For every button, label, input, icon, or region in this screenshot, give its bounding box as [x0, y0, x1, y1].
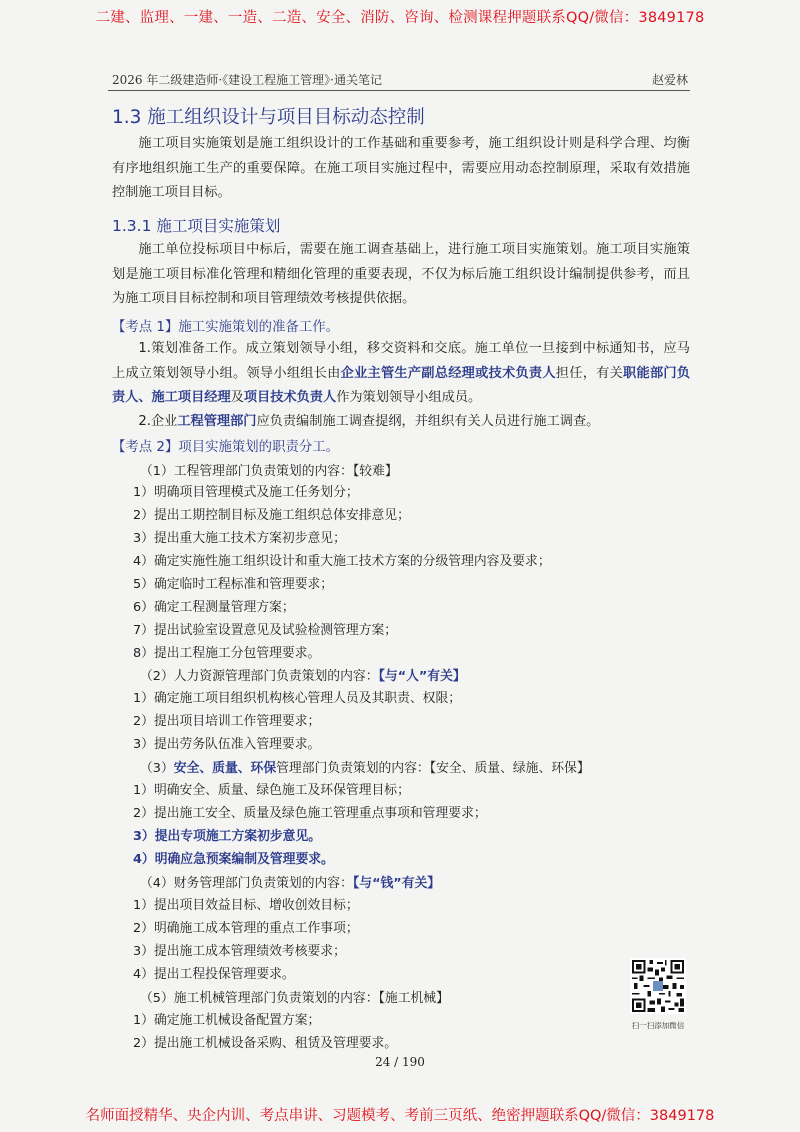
group-3-heading-prefix: （3）	[140, 761, 174, 776]
list-item-highlighted: 3）提出专项施工方案初步意见。	[133, 829, 322, 844]
top-promo-banner: 二建、监理、一建、一造、二造、安全、消防、咨询、检测课程押题联系QQ/微信：3849178	[95, 10, 705, 26]
list-item: 3）提出劳务队伍准入管理要求。	[133, 737, 321, 752]
kp1-p1-text-a: 1.策划准备工作。成立策划领导小组，移交资料和交底。施工单位一旦接到中标通知书，应马上成立策划领导小组。领导小组组长由	[112, 341, 690, 381]
list-item: 1）确定施工项目组织机构核心管理人员及其职责、权限；	[133, 691, 462, 706]
group-1-heading-text: （1）工程管理部门负责策划的内容：	[140, 464, 353, 479]
group-1-tag: 【较难】	[352, 464, 398, 479]
group-2-heading	[140, 665, 466, 684]
section-intro: 施工项目实施策划是施工组织设计的工作基础和重要参考，施工组织设计则是科学合理、均衡有序地组织施工生产的重要保障。在施工项目实施过程中，需要应用动态控制原理，采取有效措施控制施工项目目标。	[112, 136, 690, 201]
list-item: 2）提出项目培训工作管理要求；	[133, 714, 321, 729]
list-item: 2）提出施工机械设备采购、租赁及管理要求。	[133, 1036, 398, 1051]
key-point-1-para-1	[112, 337, 690, 411]
kp1-p1-text-d: 及	[230, 390, 244, 406]
kp1-p2-text-a: 2.企业	[138, 414, 178, 429]
bottom-promo-banner: 名师面授精华、央企内训、考点串讲、习题模考、考前三页纸、绝密押题联系QQ/微信：3849178	[85, 1108, 715, 1124]
list-item: 4）提出工程投保管理要求。	[133, 967, 295, 982]
kp1-p1-highlight-3: 项目技术负责人	[243, 390, 337, 406]
kp1-p1-text-e: 作为策划领导小组成员。	[336, 390, 482, 406]
list-item: 5）确定临时工程标准和管理要求；	[133, 577, 334, 592]
wechat-qr-code[interactable]	[630, 958, 686, 1014]
list-item: 3）提出施工成本管理绩效考核要求；	[133, 944, 346, 959]
running-header-author: 赵爱林	[651, 73, 688, 87]
list-item: 1）明确安全、质量、绿色施工及环保管理目标；	[133, 783, 410, 798]
group-5-heading-text: （5）施工机械管理部门负责策划的内容：	[140, 991, 379, 1006]
list-item: 1）提出项目效益目标、增收创效目标；	[133, 898, 359, 913]
list-item: 1）确定施工机械设备配置方案；	[133, 1013, 321, 1028]
list-item: 6）确定工程测量管理方案；	[133, 600, 295, 615]
group-4-heading-text: （4）财务管理部门负责策划的内容：	[140, 876, 353, 891]
list-item: 2）提出工期控制目标及施工组织总体安排意见；	[133, 508, 410, 523]
list-item: 2）提出施工安全、质量及绿色施工管理重点事项和管理要求；	[133, 806, 487, 821]
kp1-p2-highlight: 工程管理部门	[177, 414, 257, 429]
group-3-heading	[140, 757, 590, 776]
group-2-heading-text: （2）人力资源管理部门负责策划的内容：	[140, 669, 379, 684]
group-5-tag: 【施工机械】	[378, 991, 449, 1006]
list-item-highlighted: 4）明确应急预案编制及管理要求。	[133, 852, 334, 867]
key-point-2-title: 【考点 2】项目实施策划的职责分工。	[112, 440, 340, 455]
list-item: 8）提出工程施工分包管理要求。	[133, 646, 321, 661]
header-rule	[108, 90, 690, 91]
group-1-heading	[140, 460, 398, 479]
list-item: 1）明确项目管理模式及施工任务划分；	[133, 485, 359, 500]
subsection-title: 1.3.1 施工项目实施策划	[112, 217, 281, 235]
key-point-1-para-2	[112, 410, 690, 435]
section-title: 1.3 施工组织设计与项目目标动态控制	[112, 107, 425, 128]
group-5-heading	[140, 987, 449, 1006]
group-2-tag: 【与“人”有关】	[378, 669, 466, 684]
kp1-p1-highlight-2: 职能部门负责人、施工项目经理	[112, 365, 691, 406]
group-3-heading-highlight: 安全、质量、环保	[173, 761, 277, 776]
kp1-p1-highlight-1: 企业主管生产副总经理或技术负责人	[340, 365, 556, 381]
running-header-title: 2026 年二级建造师·《建设工程施工管理》·通关笔记	[112, 73, 382, 87]
qr-caption: 扫一扫添加微信	[631, 1021, 685, 1030]
kp1-p1-text-c: 担任，有关	[555, 365, 624, 381]
group-3-tag: 【安全、质量、绿施、环保】	[429, 761, 590, 776]
page-number: 24 / 190	[375, 1055, 425, 1069]
group-4-heading	[140, 872, 440, 891]
subsection-intro: 施工单位投标项目中标后，需要在施工调查基础上，进行施工项目实施策划。施工项目实施策划是施工项目标准化管理和精细化管理的重要表现，不仅为标后施工组织设计编制提供参考，而且为施工项目目标控制和项目管理绩效考核提供依据。	[112, 242, 690, 307]
list-item: 7）提出试验室设置意见及试验检测管理方案；	[133, 623, 398, 638]
key-point-1-title: 【考点 1】施工实施策划的准备工作。	[112, 320, 340, 335]
list-item: 3）提出重大施工技术方案初步意见；	[133, 531, 346, 546]
list-item: 2）明确施工成本管理的重点工作事项；	[133, 921, 359, 936]
list-item: 4）确定实施性施工组织设计和重大施工技术方案的分级管理内容及要求；	[133, 554, 551, 569]
group-3-heading-text: 管理部门负责策划的内容：	[276, 761, 430, 776]
kp1-p2-text-c: 应负责编制施工调查提纲，并组织有关人员进行施工调查。	[256, 414, 600, 429]
group-4-tag: 【与“钱”有关】	[352, 876, 441, 891]
